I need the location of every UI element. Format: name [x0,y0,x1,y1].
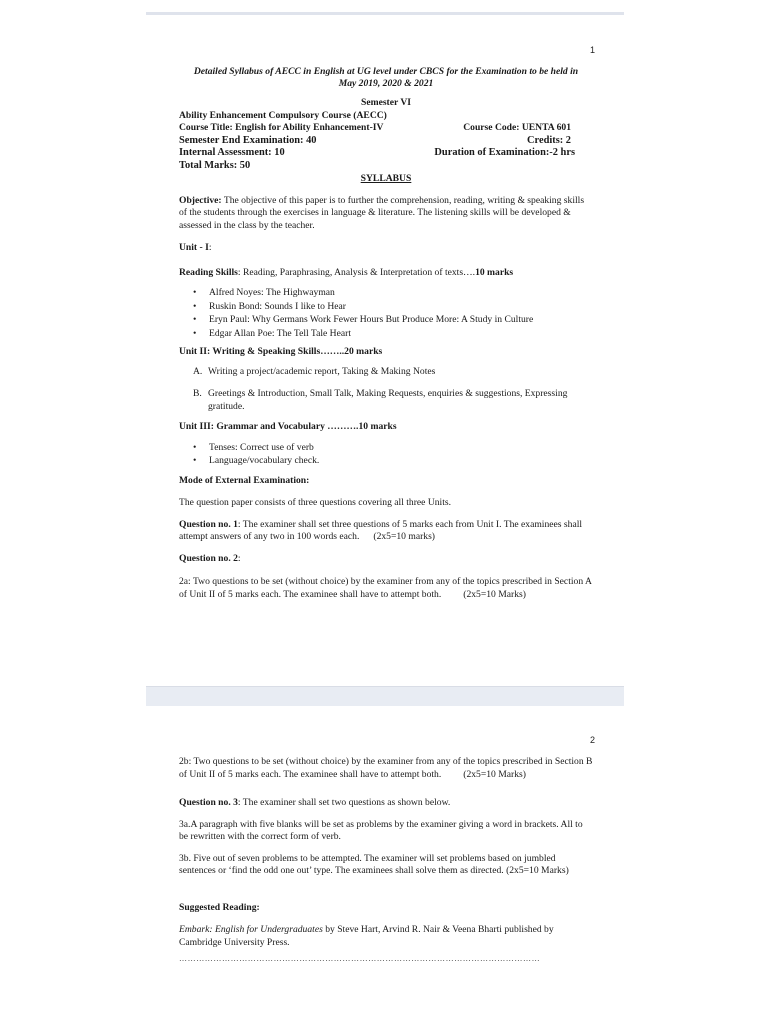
question-2a: 2a: Two questions to be set (without choice) by the examiner from any of the topics prescribed in Section A of Unit II of 5 marks each. The examinee shall have to attempt both. (2x5=10 Marks) [179,576,592,600]
course-title: Course Title: English for Ability Enhancement-IV [179,122,384,133]
page-2 [179,756,593,966]
exam-duration: Duration of Examination:-2 hrs [434,147,575,158]
course-code: Course Code: UENTA 601 [463,122,571,133]
course-type: Ability Enhancement Compulsory Course (AECC) [179,109,387,121]
unit-3-heading: Unit III: Grammar and Vocabulary ……….10 marks [179,421,397,432]
exam-mode-heading: Mode of External Examination: [179,474,310,486]
reading-skills: Reading Skills: Reading, Paraphrasing, Analysis & Interpretation of texts….10 marks [179,266,514,278]
page-1 [179,66,593,601]
list-item: • Language/vocabulary check. [193,454,593,468]
unit-1-heading: Unit - I: [179,242,212,253]
unit-2-topics [179,366,593,414]
page-number-2: 2 [590,735,596,745]
unit-3-topics [179,441,593,468]
exam-intro: The question paper consists of three questions covering all three Units. [179,497,452,508]
credits: Credits: 2 [527,134,571,146]
internal-assessment: Internal Assessment: 10 [179,147,285,158]
document-title: Detailed Syllabus of AECC in English at UG level under CBCS for the Examination to be held in May 2019, 2020 & 2021 [193,66,579,89]
page-number-1: 1 [590,45,596,55]
list-item: B. Greetings & Introduction, Small Talk, Making Requests, enquiries & suggestions, Expressing gratitude. [193,388,568,412]
total-marks: Total Marks: 50 [179,159,251,171]
list-item: A. Writing a project/academic report, Taking & Making Notes [193,365,436,377]
question-1: Question no. 1: The examiner shall set three questions of 5 marks each from Unit I. The examinees shall attempt answers of any two in 100 words each. (2x5=10 marks) [179,518,583,542]
list-item: • Eryn Paul: Why Germans Work Fewer Hours But Produce More: A Study in Culture [193,313,593,327]
semester-heading: Semester VI [360,97,411,108]
unit-1-readings [179,286,593,340]
dotted-rule: ……………………………………………………………………………………………………………… [179,954,541,963]
suggested-reading-heading: Suggested Reading: [179,901,260,913]
syllabus-heading: SYLLABUS [360,173,412,184]
unit-2-heading: Unit II: Writing & Speaking Skills……..20 marks [179,346,383,357]
top-rule [146,12,624,15]
page-separator [146,686,624,706]
question-2-heading: Question no. 2: [179,552,241,564]
question-3: Question no. 3: The examiner shall set two questions as shown below. [179,797,451,808]
list-item: • Alfred Noyes: The Highwayman [193,286,593,300]
list-item: • Edgar Allan Poe: The Tell Tale Heart [193,327,593,341]
list-item: • Tenses: Correct use of verb [193,441,593,455]
question-2b: 2b: Two questions to be set (without choice) by the examiner from any of the topics prescribed in Section B of Unit II of 5 marks each. The examinee shall have to attempt both. (2x5=10 Marks) [179,756,593,780]
objective: Objective: The objective of this paper is to further the comprehension, reading, writing & speaking skills of the students through the exercises in language & literature. The listening skills will be developed & assessed in the class by the teacher. [179,194,585,231]
semester-end-exam: Semester End Examination: 40 [179,134,317,146]
suggested-reading-entry: Embark: English for Undergraduates by Steve Hart, Arvind R. Nair & Veena Bharti published by Cambridge University Press. [179,924,554,948]
question-3b: 3b. Five out of seven problems to be attempted. The examiner will set problems based on jumbled sentences or ‘find the odd one out’ type. The examinees shall solve them as directed. (2x5=10 Marks) [179,852,569,876]
question-3a: 3a.A paragraph with five blanks will be set as problems by the examiner giving a word in brackets. All to be rewritten with the correct form of verb. [179,818,583,842]
course-meta [179,110,593,173]
list-item: • Ruskin Bond: Sounds I like to Hear [193,300,593,314]
